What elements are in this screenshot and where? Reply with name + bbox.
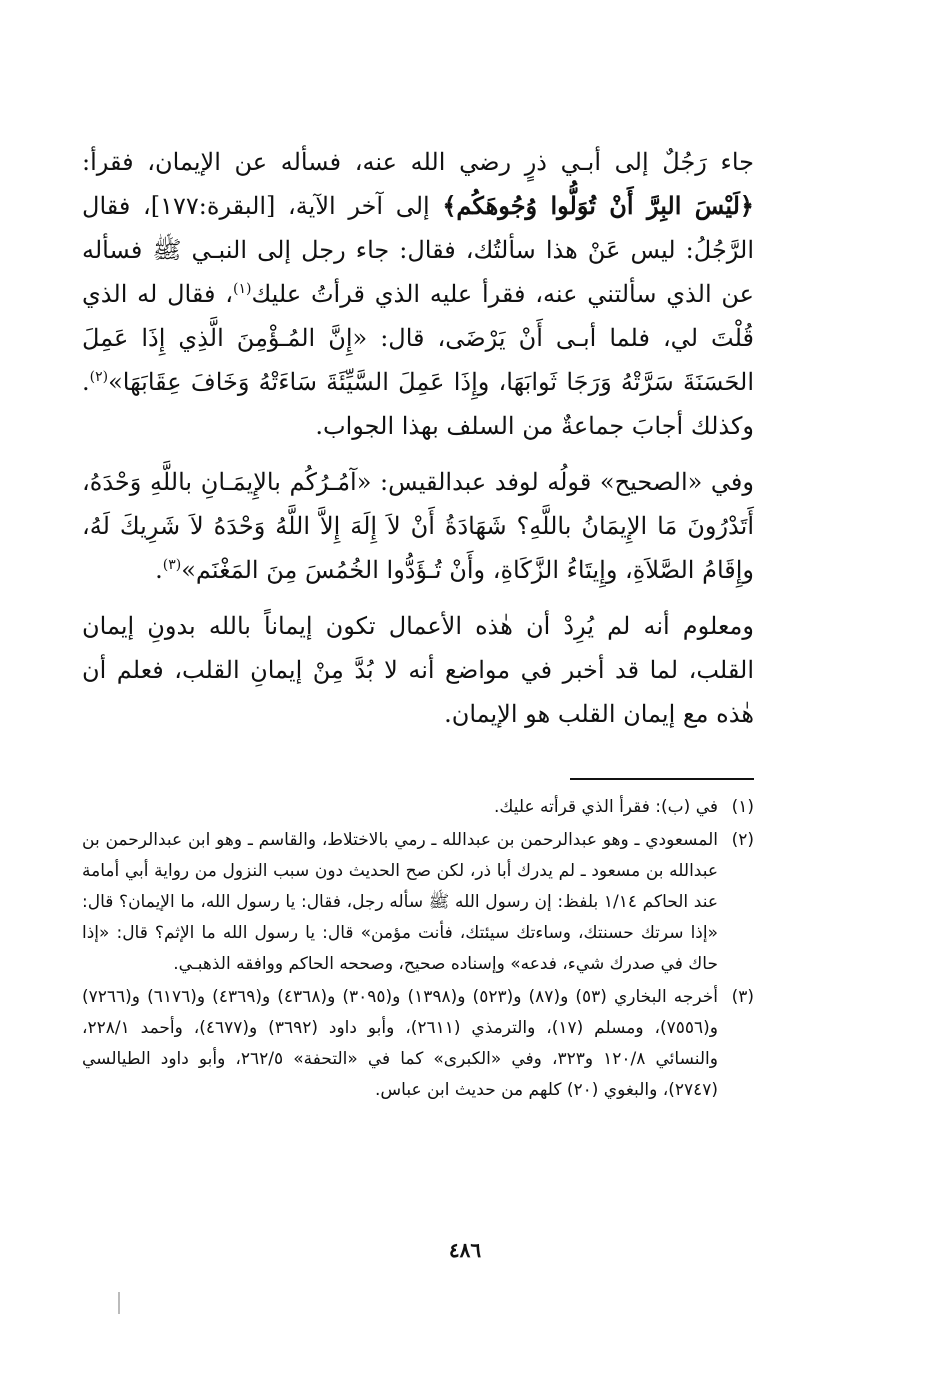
paragraph-2-text-a: وفي «الصحيح» قولُه لوفد عبدالقيس: «آمُـرُكُم بالإِيمَـانِ باللَّهِ وَحْدَهُ، أَتَدْرُونَ مَا الإِيمَانُ باللَّهِ؟ شَهَادَةُ أَنْ لاَ إِلَهَ إِلاَّ اللَّهُ وَحْدَهُ لاَ شَرِيكَ لَهُ، وإِقَامُ الصَّلاَةِ، وإِيتَاءُ الزَّكَاةِ، وأَنْ تُـؤَدُّوا الخُمُسَ مِنَ المَغْنَم» bbox=[82, 468, 754, 584]
footnote-number: (١) bbox=[731, 797, 754, 817]
footnote-2 bbox=[82, 825, 754, 980]
footnote-number: (٣) bbox=[731, 987, 754, 1007]
paragraph-1-text-c: ، فقال له الذي قُلْتَ لي، فلما أبـى أَنْ يَرْضَى، قال: «إِنَّ المُـؤْمِنَ الَّذِي إِذَا عَمِلَ الحَسَنَةَ سَرَّتْهُ وَرَجَا ثَوابَهَا، وإِذَا عَمِلَ السَّيِّئَةَ سَاءَتْهُ وَخَافَ عِقَابَهَا» bbox=[82, 280, 754, 396]
footnote-text: المسعودي ـ وهو عبدالرحمن بن عبدالله ـ رمي بالاختلاط، والقاسم ـ وهو ابن عبدالرحمن بن عبدالله بن مسعود ـ لم يدرك أبا ذر، لكن صح الحديث دون سبب النزول من رواية أبي أمامة عند الحاكم ١/١٤ بلفظ: إن رسول الله ﷺ سأله رجل، فقال: يا رسول الله، ما الإيمان؟ قال: «إذا سرتك حسنتك، وساءتك سيئتك، فأنت مؤمن» قال: يا رسول الله ما الإثم؟ قال: «إذا حاك في صدرك شيء، فدعه» وإسناده صحيح، وصححه الحاكم ووافقه الذهبـي. bbox=[82, 830, 719, 974]
paragraph-3 bbox=[82, 604, 754, 736]
paragraph-1-text-b: إلى آخر الآية، [البقرة:١٧٧]، فقال الرَّجُلُ: ليس عَنْ هذا سألتُك، فقال: جاء رجل إلى النبـي ﷺ فسأله عن الذي سألتني عنه، فقرأ عليه الذي قرأتُ عليك bbox=[82, 192, 754, 308]
footnote-ref-2[interactable]: (٢) bbox=[89, 369, 109, 385]
main-text-body bbox=[82, 140, 754, 736]
page-number: ٤٨٦ bbox=[448, 1238, 482, 1262]
paragraph-2 bbox=[82, 460, 754, 592]
paragraph-3-text: ومعلوم أنه لم يُرِدْ أن هٰذه الأعمال تكون إيماناً بالله بدونِ إيمان القلب، لما قد أخبر في مواضع أنه لا بُدَّ مِنْ إيمانِ القلب، فعلم أن هٰذه مع إيمان القلب هو الإيمان. bbox=[82, 612, 754, 728]
quran-quote: ﴿لَيْسَ البِرَّ أَنْ تُوَلُّوا وُجُوهَكُم﴾ bbox=[442, 191, 754, 220]
footnote-3 bbox=[82, 982, 754, 1106]
paragraph-2-text-b: . bbox=[155, 556, 163, 584]
footnote-separator bbox=[570, 778, 754, 780]
footnote-1 bbox=[82, 792, 754, 823]
footnotes-section bbox=[82, 792, 754, 1108]
footnote-ref-3[interactable]: (٣) bbox=[162, 557, 182, 573]
paragraph-1-text-a: جاء رَجُلٌ إلى أبـي ذرٍ رضي الله عنه، فسأله عن الإيمان، فقرأ: bbox=[82, 148, 754, 176]
paragraph-1 bbox=[82, 140, 754, 448]
footnote-number: (٢) bbox=[731, 830, 754, 850]
paragraph-1-text-d: . وكذلك أجابَ جماعةٌ من السلف بهذا الجواب. bbox=[82, 368, 754, 440]
footnote-text: أخرجه البخاري (٥٣) و(٨٧) و(٥٢٣) و(١٣٩٨) و(٣٠٩٥) و(٤٣٦٨) و(٤٣٦٩) و(٦١٧٦) و(٧٢٦٦) و(٧٥٥٦)، ومسلم (١٧)، والترمذي (٢٦١١)، وأبو داود (٣٦٩٢) و(٤٦٧٧)، وأحمد ٢٢٨/١، والنسائي ١٢٠/٨ و٣٢٣، وفي «الكبرى» كما في «التحفة» ٢٦٢/٥، وأبو داود الطيالسي (٢٧٤٧)، والبغوي (٢٠) كلهم من حديث ابن عباس. bbox=[82, 987, 718, 1100]
margin-mark bbox=[118, 1292, 120, 1314]
footnote-text: في (ب): فقرأ الذي قرأته عليك. bbox=[494, 797, 718, 817]
footnote-ref-1[interactable]: (١) bbox=[232, 281, 252, 297]
